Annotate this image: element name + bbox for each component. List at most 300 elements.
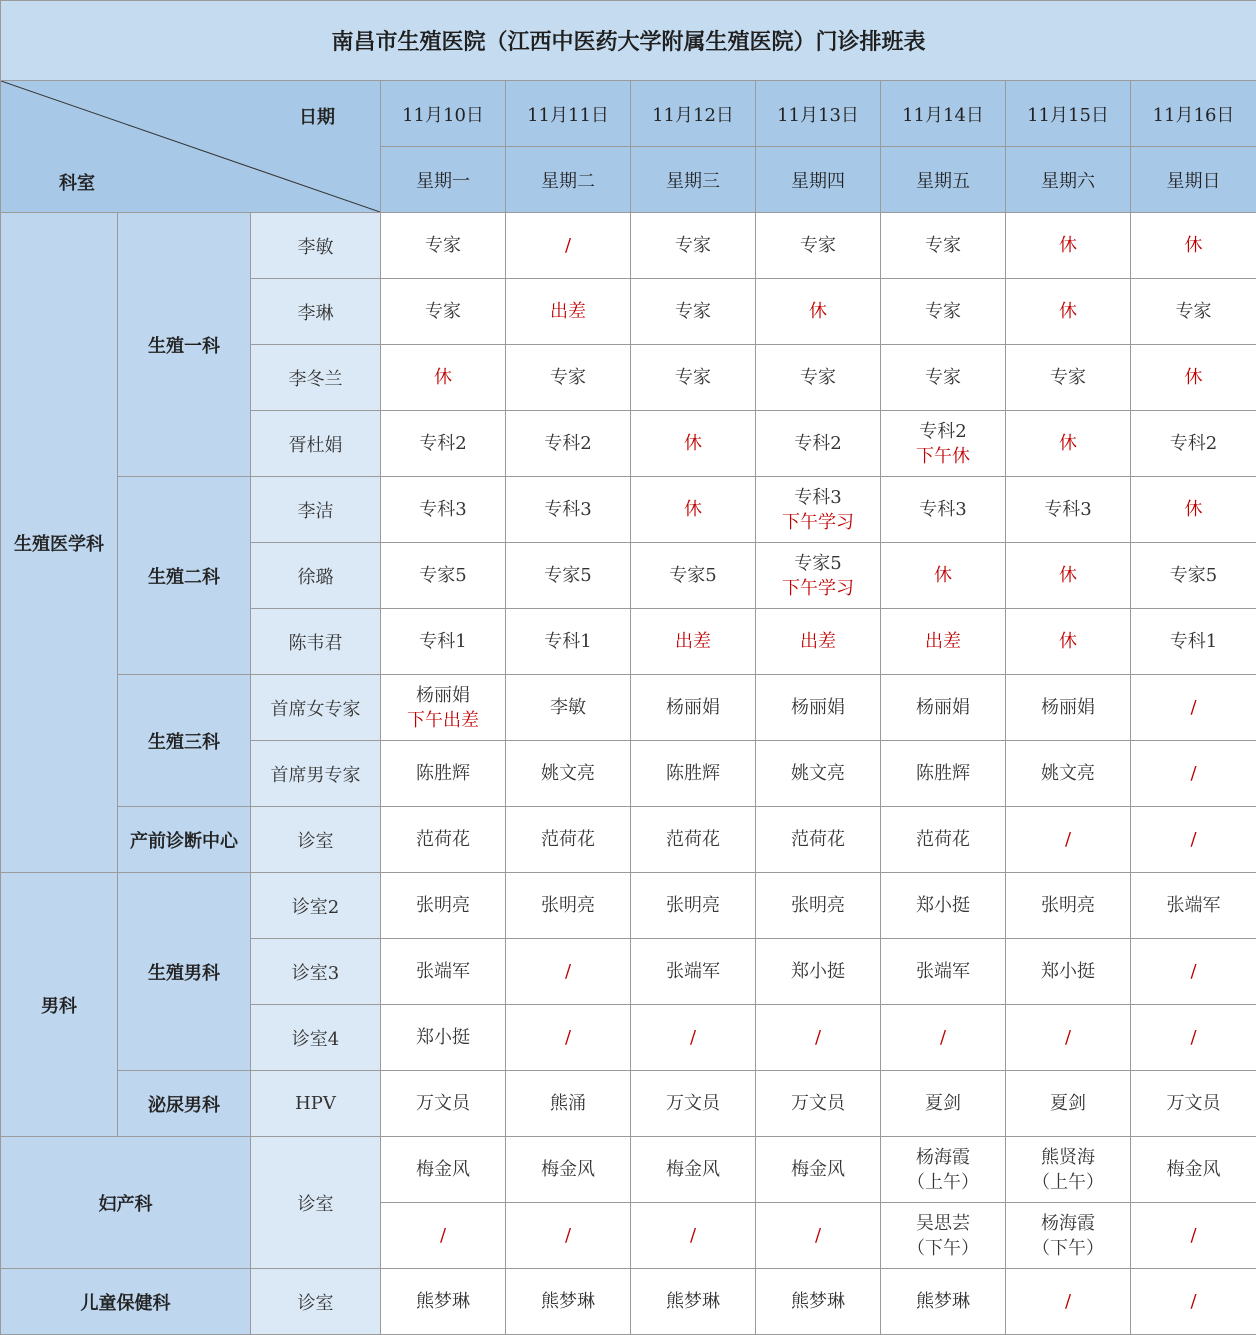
schedule-cell bbox=[881, 477, 1006, 543]
schedule-text: 专科3 bbox=[919, 499, 967, 520]
schedule-cell bbox=[881, 1071, 1006, 1137]
schedule-cell bbox=[506, 345, 631, 411]
schedule-cell bbox=[631, 1005, 756, 1071]
schedule-text: 休 bbox=[1184, 367, 1203, 388]
schedule-text: 出差 bbox=[800, 631, 836, 652]
department-name: 妇产科 bbox=[1, 1137, 251, 1269]
schedule-cell bbox=[1131, 1203, 1256, 1269]
schedule-row bbox=[1, 1071, 1256, 1137]
schedule-text: 专科1 bbox=[419, 631, 467, 652]
doctor-name: 首席男专家 bbox=[251, 741, 381, 807]
doctor-name: 诊室4 bbox=[251, 1005, 381, 1071]
schedule-text: / bbox=[689, 1027, 697, 1048]
schedule-text: 杨海霞 bbox=[916, 1146, 970, 1168]
schedule-cell bbox=[1006, 213, 1131, 279]
schedule-cell bbox=[381, 1269, 506, 1335]
schedule-text: 休 bbox=[809, 301, 827, 322]
schedule-text: / bbox=[564, 1225, 572, 1246]
schedule-cell bbox=[756, 345, 881, 411]
schedule-cell bbox=[1131, 1071, 1256, 1137]
schedule-text: （下午） bbox=[1032, 1237, 1104, 1259]
schedule-text: 杨海霞 bbox=[1041, 1212, 1095, 1234]
date-label: 日期 bbox=[299, 107, 335, 127]
schedule-cell bbox=[881, 1137, 1006, 1203]
weekday-cell: 星期二 bbox=[506, 147, 631, 213]
schedule-cell bbox=[756, 675, 881, 741]
schedule-cell bbox=[1006, 279, 1131, 345]
schedule-cell bbox=[1006, 1005, 1131, 1071]
schedule-cell bbox=[631, 411, 756, 477]
schedule-text: 休 bbox=[1059, 433, 1077, 454]
schedule-cell bbox=[881, 873, 1006, 939]
date-cell: 11月15日 bbox=[1006, 81, 1131, 147]
schedule-cell bbox=[506, 1071, 631, 1137]
schedule-cell bbox=[506, 675, 631, 741]
doctor-name: 诊室3 bbox=[251, 939, 381, 1005]
schedule-text: 张明亮 bbox=[416, 895, 470, 916]
schedule-text: 张明亮 bbox=[541, 895, 595, 916]
schedule-cell bbox=[1131, 939, 1256, 1005]
schedule-text: 陈胜辉 bbox=[666, 763, 720, 784]
schedule-text: 张明亮 bbox=[791, 895, 845, 916]
room-name: 诊室 bbox=[251, 1269, 381, 1335]
schedule-body bbox=[1, 213, 1256, 1335]
schedule-text: / bbox=[564, 1027, 572, 1048]
date-header-row bbox=[1, 81, 1256, 147]
schedule-cell bbox=[506, 873, 631, 939]
schedule-cell bbox=[631, 213, 756, 279]
schedule-cell bbox=[756, 807, 881, 873]
schedule-cell bbox=[506, 543, 631, 609]
schedule-cell bbox=[1131, 1005, 1256, 1071]
schedule-text: 姚文亮 bbox=[1041, 763, 1095, 784]
schedule-text: 熊梦琳 bbox=[541, 1291, 595, 1312]
doctor-name: HPV bbox=[251, 1071, 381, 1137]
room-name: 诊室 bbox=[251, 1137, 381, 1269]
schedule-cell bbox=[631, 279, 756, 345]
schedule-cell bbox=[1006, 873, 1131, 939]
schedule-cell bbox=[756, 1071, 881, 1137]
schedule-text: / bbox=[564, 235, 572, 256]
schedule-row bbox=[1, 807, 1256, 873]
schedule-cell bbox=[506, 213, 631, 279]
schedule-cell bbox=[381, 477, 506, 543]
schedule-cell bbox=[756, 609, 881, 675]
doctor-name: 首席女专家 bbox=[251, 675, 381, 741]
schedule-text: 专科3 bbox=[544, 499, 592, 520]
schedule-text: 张明亮 bbox=[666, 895, 720, 916]
schedule-cell bbox=[631, 939, 756, 1005]
department-name: 生殖医学科 bbox=[1, 213, 118, 873]
schedule-cell bbox=[506, 1203, 631, 1269]
schedule-cell bbox=[631, 543, 756, 609]
schedule-row bbox=[1, 1137, 1256, 1203]
schedule-cell bbox=[1131, 873, 1256, 939]
schedule-cell bbox=[631, 345, 756, 411]
schedule-text: 张端军 bbox=[416, 961, 470, 982]
schedule-cell bbox=[381, 543, 506, 609]
schedule-text: / bbox=[1064, 1027, 1072, 1048]
schedule-text: 下午学习 bbox=[782, 511, 854, 533]
doctor-name: 胥杜娟 bbox=[251, 411, 381, 477]
schedule-text: 熊梦琳 bbox=[416, 1291, 470, 1312]
schedule-cell bbox=[1131, 543, 1256, 609]
schedule-cell bbox=[506, 279, 631, 345]
unit-name: 生殖三科 bbox=[118, 675, 251, 807]
weekday-cell: 星期六 bbox=[1006, 147, 1131, 213]
schedule-text: 万文员 bbox=[791, 1093, 845, 1114]
department-name: 男科 bbox=[1, 873, 118, 1137]
doctor-name: 诊室 bbox=[251, 807, 381, 873]
schedule-text: 专家 bbox=[675, 301, 711, 322]
schedule-text: 张明亮 bbox=[1041, 895, 1095, 916]
schedule-cell bbox=[881, 279, 1006, 345]
schedule-cell bbox=[1006, 741, 1131, 807]
schedule-row bbox=[1, 873, 1256, 939]
schedule-text: 范荷花 bbox=[416, 829, 470, 850]
schedule-cell bbox=[1006, 345, 1131, 411]
date-cell: 11月11日 bbox=[506, 81, 631, 147]
schedule-cell bbox=[381, 1005, 506, 1071]
schedule-cell bbox=[1131, 411, 1256, 477]
schedule-text: 休 bbox=[1059, 565, 1077, 586]
schedule-text: 张端军 bbox=[666, 961, 720, 982]
unit-name: 生殖一科 bbox=[118, 213, 251, 477]
schedule-cell bbox=[381, 939, 506, 1005]
schedule-text: / bbox=[814, 1027, 822, 1048]
unit-name: 生殖二科 bbox=[118, 477, 251, 675]
schedule-cell bbox=[881, 345, 1006, 411]
schedule-cell bbox=[506, 609, 631, 675]
schedule-text: 专科2 bbox=[419, 433, 467, 454]
corner-header bbox=[1, 81, 381, 213]
schedule-cell bbox=[756, 1137, 881, 1203]
weekday-cell: 星期日 bbox=[1131, 147, 1256, 213]
schedule-row bbox=[1, 1269, 1256, 1335]
schedule-cell bbox=[881, 1005, 1006, 1071]
schedule-text: / bbox=[439, 1225, 447, 1246]
schedule-text: / bbox=[1064, 1291, 1072, 1312]
schedule-text: 专家 bbox=[925, 367, 961, 388]
schedule-cell bbox=[1131, 609, 1256, 675]
schedule-cell bbox=[1131, 1137, 1256, 1203]
schedule-cell bbox=[506, 477, 631, 543]
schedule-cell bbox=[381, 411, 506, 477]
doctor-name: 李琳 bbox=[251, 279, 381, 345]
schedule-cell bbox=[756, 477, 881, 543]
schedule-text: 梅金风 bbox=[541, 1159, 595, 1180]
schedule-cell bbox=[756, 939, 881, 1005]
schedule-cell bbox=[381, 345, 506, 411]
schedule-text: 专家 bbox=[800, 367, 836, 388]
schedule-cell bbox=[506, 807, 631, 873]
schedule-text: 熊涌 bbox=[550, 1093, 586, 1114]
schedule-cell bbox=[1006, 675, 1131, 741]
schedule-text: / bbox=[1064, 829, 1072, 850]
schedule-text: 杨丽娟 bbox=[916, 697, 970, 718]
schedule-text: / bbox=[1190, 1291, 1197, 1312]
schedule-cell bbox=[631, 1137, 756, 1203]
date-cell: 11月12日 bbox=[631, 81, 756, 147]
schedule-text: / bbox=[939, 1027, 947, 1048]
unit-name: 产前诊断中心 bbox=[118, 807, 251, 873]
schedule-text: 专家 bbox=[550, 367, 586, 388]
schedule-cell bbox=[881, 939, 1006, 1005]
schedule-text: 杨丽娟 bbox=[1041, 697, 1095, 718]
schedule-cell bbox=[756, 213, 881, 279]
schedule-text: 休 bbox=[1059, 235, 1077, 256]
schedule-text: / bbox=[564, 961, 572, 982]
schedule-text: / bbox=[814, 1225, 822, 1246]
schedule-text: （下午） bbox=[907, 1237, 979, 1259]
schedule-row bbox=[1, 213, 1256, 279]
schedule-text: 范荷花 bbox=[916, 829, 970, 850]
schedule-text: 休 bbox=[434, 367, 452, 388]
schedule-text: 专家 bbox=[925, 235, 961, 256]
schedule-text: 专科3 bbox=[1044, 499, 1092, 520]
schedule-cell bbox=[631, 609, 756, 675]
schedule-cell bbox=[756, 873, 881, 939]
schedule-cell bbox=[1131, 213, 1256, 279]
schedule-text: 杨丽娟 bbox=[416, 684, 470, 706]
schedule-text: 熊贤海 bbox=[1041, 1146, 1095, 1168]
schedule-text: 专家 bbox=[925, 301, 961, 322]
schedule-text: 梅金风 bbox=[666, 1159, 720, 1180]
weekday-cell: 星期一 bbox=[381, 147, 506, 213]
schedule-cell bbox=[381, 1137, 506, 1203]
schedule-cell bbox=[1006, 609, 1131, 675]
schedule-cell bbox=[881, 213, 1006, 279]
schedule-cell bbox=[381, 1071, 506, 1137]
schedule-cell bbox=[381, 873, 506, 939]
schedule-text: 专家5 bbox=[794, 552, 842, 574]
schedule-text: 万文员 bbox=[1166, 1093, 1221, 1114]
schedule-text: 夏剑 bbox=[1050, 1093, 1086, 1114]
unit-name: 泌尿男科 bbox=[118, 1071, 251, 1137]
doctor-name: 陈韦君 bbox=[251, 609, 381, 675]
page-title: 南昌市生殖医院（江西中医药大学附属生殖医院）门诊排班表 bbox=[1, 1, 1256, 81]
schedule-text: 梅金风 bbox=[791, 1159, 845, 1180]
schedule-text: 下午学习 bbox=[782, 577, 854, 599]
dept-label: 科室 bbox=[59, 173, 95, 193]
schedule-text: / bbox=[1190, 961, 1197, 982]
schedule-text: 专家5 bbox=[544, 565, 592, 586]
schedule-cell bbox=[756, 741, 881, 807]
doctor-name: 李洁 bbox=[251, 477, 381, 543]
schedule-text: 专家 bbox=[675, 235, 711, 256]
schedule-text: / bbox=[1190, 1027, 1197, 1048]
schedule-cell bbox=[381, 213, 506, 279]
schedule-text: 万文员 bbox=[666, 1093, 720, 1114]
schedule-cell bbox=[1006, 939, 1131, 1005]
schedule-text: 专科2 bbox=[544, 433, 592, 454]
schedule-cell bbox=[1006, 1203, 1131, 1269]
schedule-text: 专科2 bbox=[1169, 433, 1218, 454]
title-row bbox=[1, 1, 1256, 81]
schedule-text: 休 bbox=[934, 565, 952, 586]
schedule-text: 专家 bbox=[425, 301, 461, 322]
schedule-row bbox=[1, 675, 1256, 741]
schedule-text: 休 bbox=[1059, 301, 1077, 322]
schedule-cell bbox=[381, 279, 506, 345]
schedule-text: 专家 bbox=[675, 367, 711, 388]
schedule-text: 专科1 bbox=[1169, 631, 1218, 652]
schedule-cell bbox=[1006, 543, 1131, 609]
schedule-text: 范荷花 bbox=[666, 829, 720, 850]
schedule-cell bbox=[1131, 477, 1256, 543]
schedule-cell bbox=[381, 609, 506, 675]
schedule-text: / bbox=[689, 1225, 697, 1246]
schedule-cell bbox=[506, 741, 631, 807]
date-cell: 11月14日 bbox=[881, 81, 1006, 147]
weekday-cell: 星期四 bbox=[756, 147, 881, 213]
diagonal-line bbox=[1, 81, 380, 212]
schedule-text: 吴思芸 bbox=[916, 1212, 970, 1234]
date-cell: 11月10日 bbox=[381, 81, 506, 147]
schedule-cell bbox=[381, 741, 506, 807]
schedule-cell bbox=[631, 477, 756, 543]
doctor-name: 徐璐 bbox=[251, 543, 381, 609]
schedule-cell bbox=[381, 675, 506, 741]
schedule-text: 郑小挺 bbox=[416, 1027, 470, 1048]
schedule-text: 梅金风 bbox=[416, 1159, 470, 1180]
date-cell: 11月16日 bbox=[1131, 81, 1256, 147]
schedule-text: 专科3 bbox=[794, 486, 842, 508]
schedule-cell bbox=[881, 741, 1006, 807]
schedule-cell bbox=[881, 1203, 1006, 1269]
schedule-cell bbox=[1006, 477, 1131, 543]
schedule-text: 专家 bbox=[1175, 301, 1212, 322]
schedule-text: 专家 bbox=[800, 235, 836, 256]
schedule-cell bbox=[881, 807, 1006, 873]
schedule-cell bbox=[881, 675, 1006, 741]
doctor-name: 李冬兰 bbox=[251, 345, 381, 411]
schedule-text: 专家 bbox=[1050, 367, 1086, 388]
doctor-name: 诊室2 bbox=[251, 873, 381, 939]
weekday-cell: 星期三 bbox=[631, 147, 756, 213]
schedule-text: 张端军 bbox=[1166, 895, 1221, 916]
schedule-cell bbox=[631, 1269, 756, 1335]
schedule-text: 范荷花 bbox=[791, 829, 845, 850]
schedule-cell bbox=[881, 543, 1006, 609]
schedule-text: 范荷花 bbox=[541, 829, 595, 850]
schedule-text: 出差 bbox=[550, 301, 586, 322]
schedule-text: 李敏 bbox=[550, 697, 586, 718]
schedule-text: / bbox=[1190, 763, 1197, 784]
schedule-text: 专家 bbox=[425, 235, 461, 256]
schedule-row bbox=[1, 477, 1256, 543]
schedule-cell bbox=[506, 1269, 631, 1335]
schedule-cell bbox=[506, 411, 631, 477]
weekday-cell: 星期五 bbox=[881, 147, 1006, 213]
schedule-cell bbox=[1131, 345, 1256, 411]
schedule-text: 夏剑 bbox=[925, 1093, 961, 1114]
schedule-cell bbox=[1006, 411, 1131, 477]
schedule-text: 杨丽娟 bbox=[666, 697, 720, 718]
schedule-cell bbox=[881, 411, 1006, 477]
department-name: 儿童保健科 bbox=[1, 1269, 251, 1335]
schedule-cell bbox=[1131, 807, 1256, 873]
schedule-cell bbox=[756, 1269, 881, 1335]
schedule-text: 专家5 bbox=[419, 565, 467, 586]
schedule-text: / bbox=[1190, 829, 1197, 850]
schedule-text: 休 bbox=[1184, 235, 1203, 256]
schedule-cell bbox=[631, 675, 756, 741]
schedule-text: 万文员 bbox=[416, 1093, 470, 1114]
schedule-text: 专家5 bbox=[669, 565, 717, 586]
schedule-cell bbox=[1131, 675, 1256, 741]
schedule-text: 陈胜辉 bbox=[416, 763, 470, 784]
schedule-cell bbox=[1006, 1137, 1131, 1203]
schedule-text: 杨丽娟 bbox=[791, 697, 845, 718]
schedule-text: 姚文亮 bbox=[791, 763, 845, 784]
schedule-cell bbox=[631, 1071, 756, 1137]
schedule-text: 陈胜辉 bbox=[916, 763, 970, 784]
schedule-text: 郑小挺 bbox=[1041, 961, 1095, 982]
schedule-text: 出差 bbox=[675, 631, 711, 652]
doctor-name: 李敏 bbox=[251, 213, 381, 279]
schedule-cell bbox=[881, 1269, 1006, 1335]
schedule-cell bbox=[506, 1005, 631, 1071]
schedule-text: 休 bbox=[684, 433, 702, 454]
schedule-text: 郑小挺 bbox=[916, 895, 970, 916]
schedule-text: 专科2 bbox=[794, 433, 842, 454]
schedule-text: 熊梦琳 bbox=[916, 1291, 970, 1312]
schedule-cell bbox=[1131, 1269, 1256, 1335]
schedule-cell bbox=[1131, 741, 1256, 807]
schedule-cell bbox=[1006, 1269, 1131, 1335]
schedule-text: 张端军 bbox=[916, 961, 970, 982]
schedule-text: 专科2 bbox=[919, 420, 967, 442]
schedule-text: 熊梦琳 bbox=[791, 1291, 845, 1312]
schedule-text: 休 bbox=[684, 499, 702, 520]
schedule-cell bbox=[1006, 807, 1131, 873]
schedule-cell bbox=[631, 1203, 756, 1269]
schedule-text: 专科1 bbox=[544, 631, 592, 652]
date-cell: 11月13日 bbox=[756, 81, 881, 147]
schedule-cell bbox=[756, 543, 881, 609]
unit-name: 生殖男科 bbox=[118, 873, 251, 1071]
schedule-cell bbox=[506, 939, 631, 1005]
schedule-cell bbox=[756, 1203, 881, 1269]
schedule-text: 熊梦琳 bbox=[666, 1291, 720, 1312]
schedule-text: 下午休 bbox=[916, 445, 970, 467]
schedule-text: / bbox=[1190, 697, 1197, 718]
schedule-cell bbox=[756, 1005, 881, 1071]
schedule-cell bbox=[1006, 1071, 1131, 1137]
schedule-cell bbox=[756, 279, 881, 345]
schedule-text: 出差 bbox=[925, 631, 961, 652]
schedule-text: 休 bbox=[1059, 631, 1077, 652]
schedule-text: / bbox=[1190, 1225, 1197, 1246]
schedule-cell bbox=[631, 873, 756, 939]
schedule-cell bbox=[631, 807, 756, 873]
schedule-text: 休 bbox=[1184, 499, 1203, 520]
schedule-cell bbox=[881, 609, 1006, 675]
schedule-cell bbox=[506, 1137, 631, 1203]
schedule-text: 专家5 bbox=[1169, 565, 1218, 586]
schedule-text: 梅金风 bbox=[1166, 1159, 1221, 1180]
schedule-text: 专科3 bbox=[419, 499, 467, 520]
schedule-cell bbox=[1131, 279, 1256, 345]
schedule-text: 下午出差 bbox=[407, 709, 479, 731]
schedule-cell bbox=[631, 741, 756, 807]
schedule-cell bbox=[381, 807, 506, 873]
schedule-text: 郑小挺 bbox=[791, 961, 845, 982]
schedule-text: 姚文亮 bbox=[541, 763, 595, 784]
schedule-text: （上午） bbox=[1032, 1171, 1104, 1193]
schedule-cell bbox=[381, 1203, 506, 1269]
